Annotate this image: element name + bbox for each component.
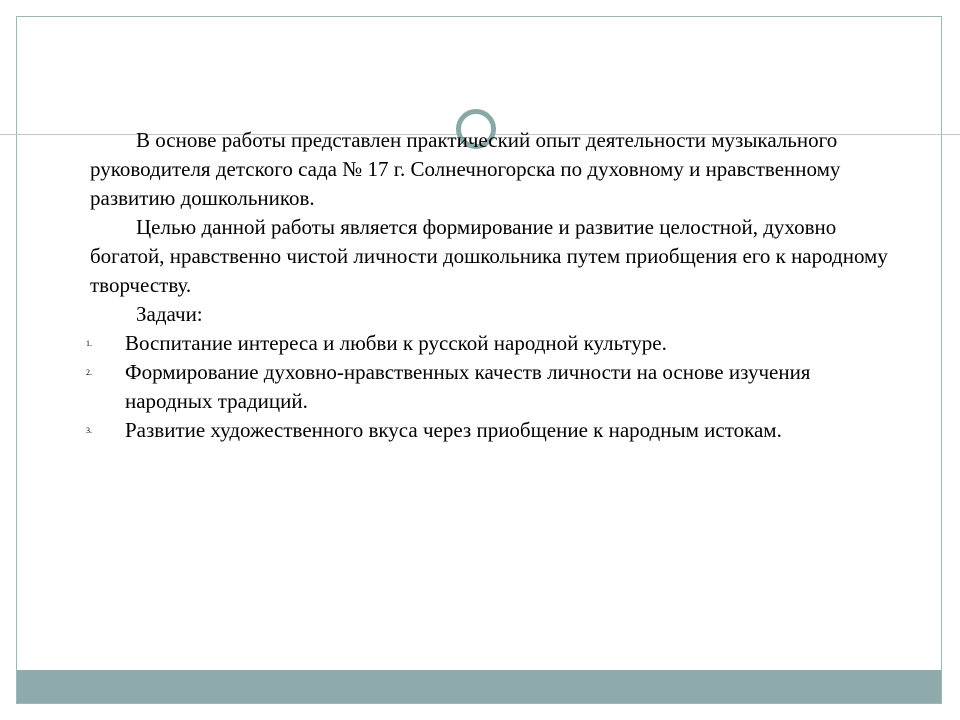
list-item [86, 329, 890, 358]
list-item [86, 416, 890, 445]
tasks-list [86, 329, 890, 445]
goal-paragraph: Целью данной работы является формирование и развитие целостной, духовно богатой, нравственно чистой личности дошкольника путем приобщения его к народному творчеству. [90, 215, 888, 297]
intro-paragraph: В основе работы представлен практический опыт деятельности музыкального руководителя детского сада № 17 г. Солнечногорска по духовному и нравственному развитию дошкольников. [90, 128, 841, 210]
list-item-text: Развитие художественного вкуса через приобщение к народным истокам. [125, 418, 782, 442]
slide-body [86, 126, 890, 445]
footer-band [17, 670, 941, 703]
list-item [86, 358, 890, 416]
list-item-number: 3. [86, 426, 92, 435]
list-item-text: Формирование духовно-нравственных качеств личности на основе изучения народных традиций. [125, 360, 811, 413]
list-item-text: Воспитание интереса и любви к русской народной культуре. [125, 331, 667, 355]
list-item-number: 2. [86, 368, 92, 377]
tasks-heading: Задачи: [136, 302, 203, 326]
list-item-number: 1. [86, 339, 92, 348]
